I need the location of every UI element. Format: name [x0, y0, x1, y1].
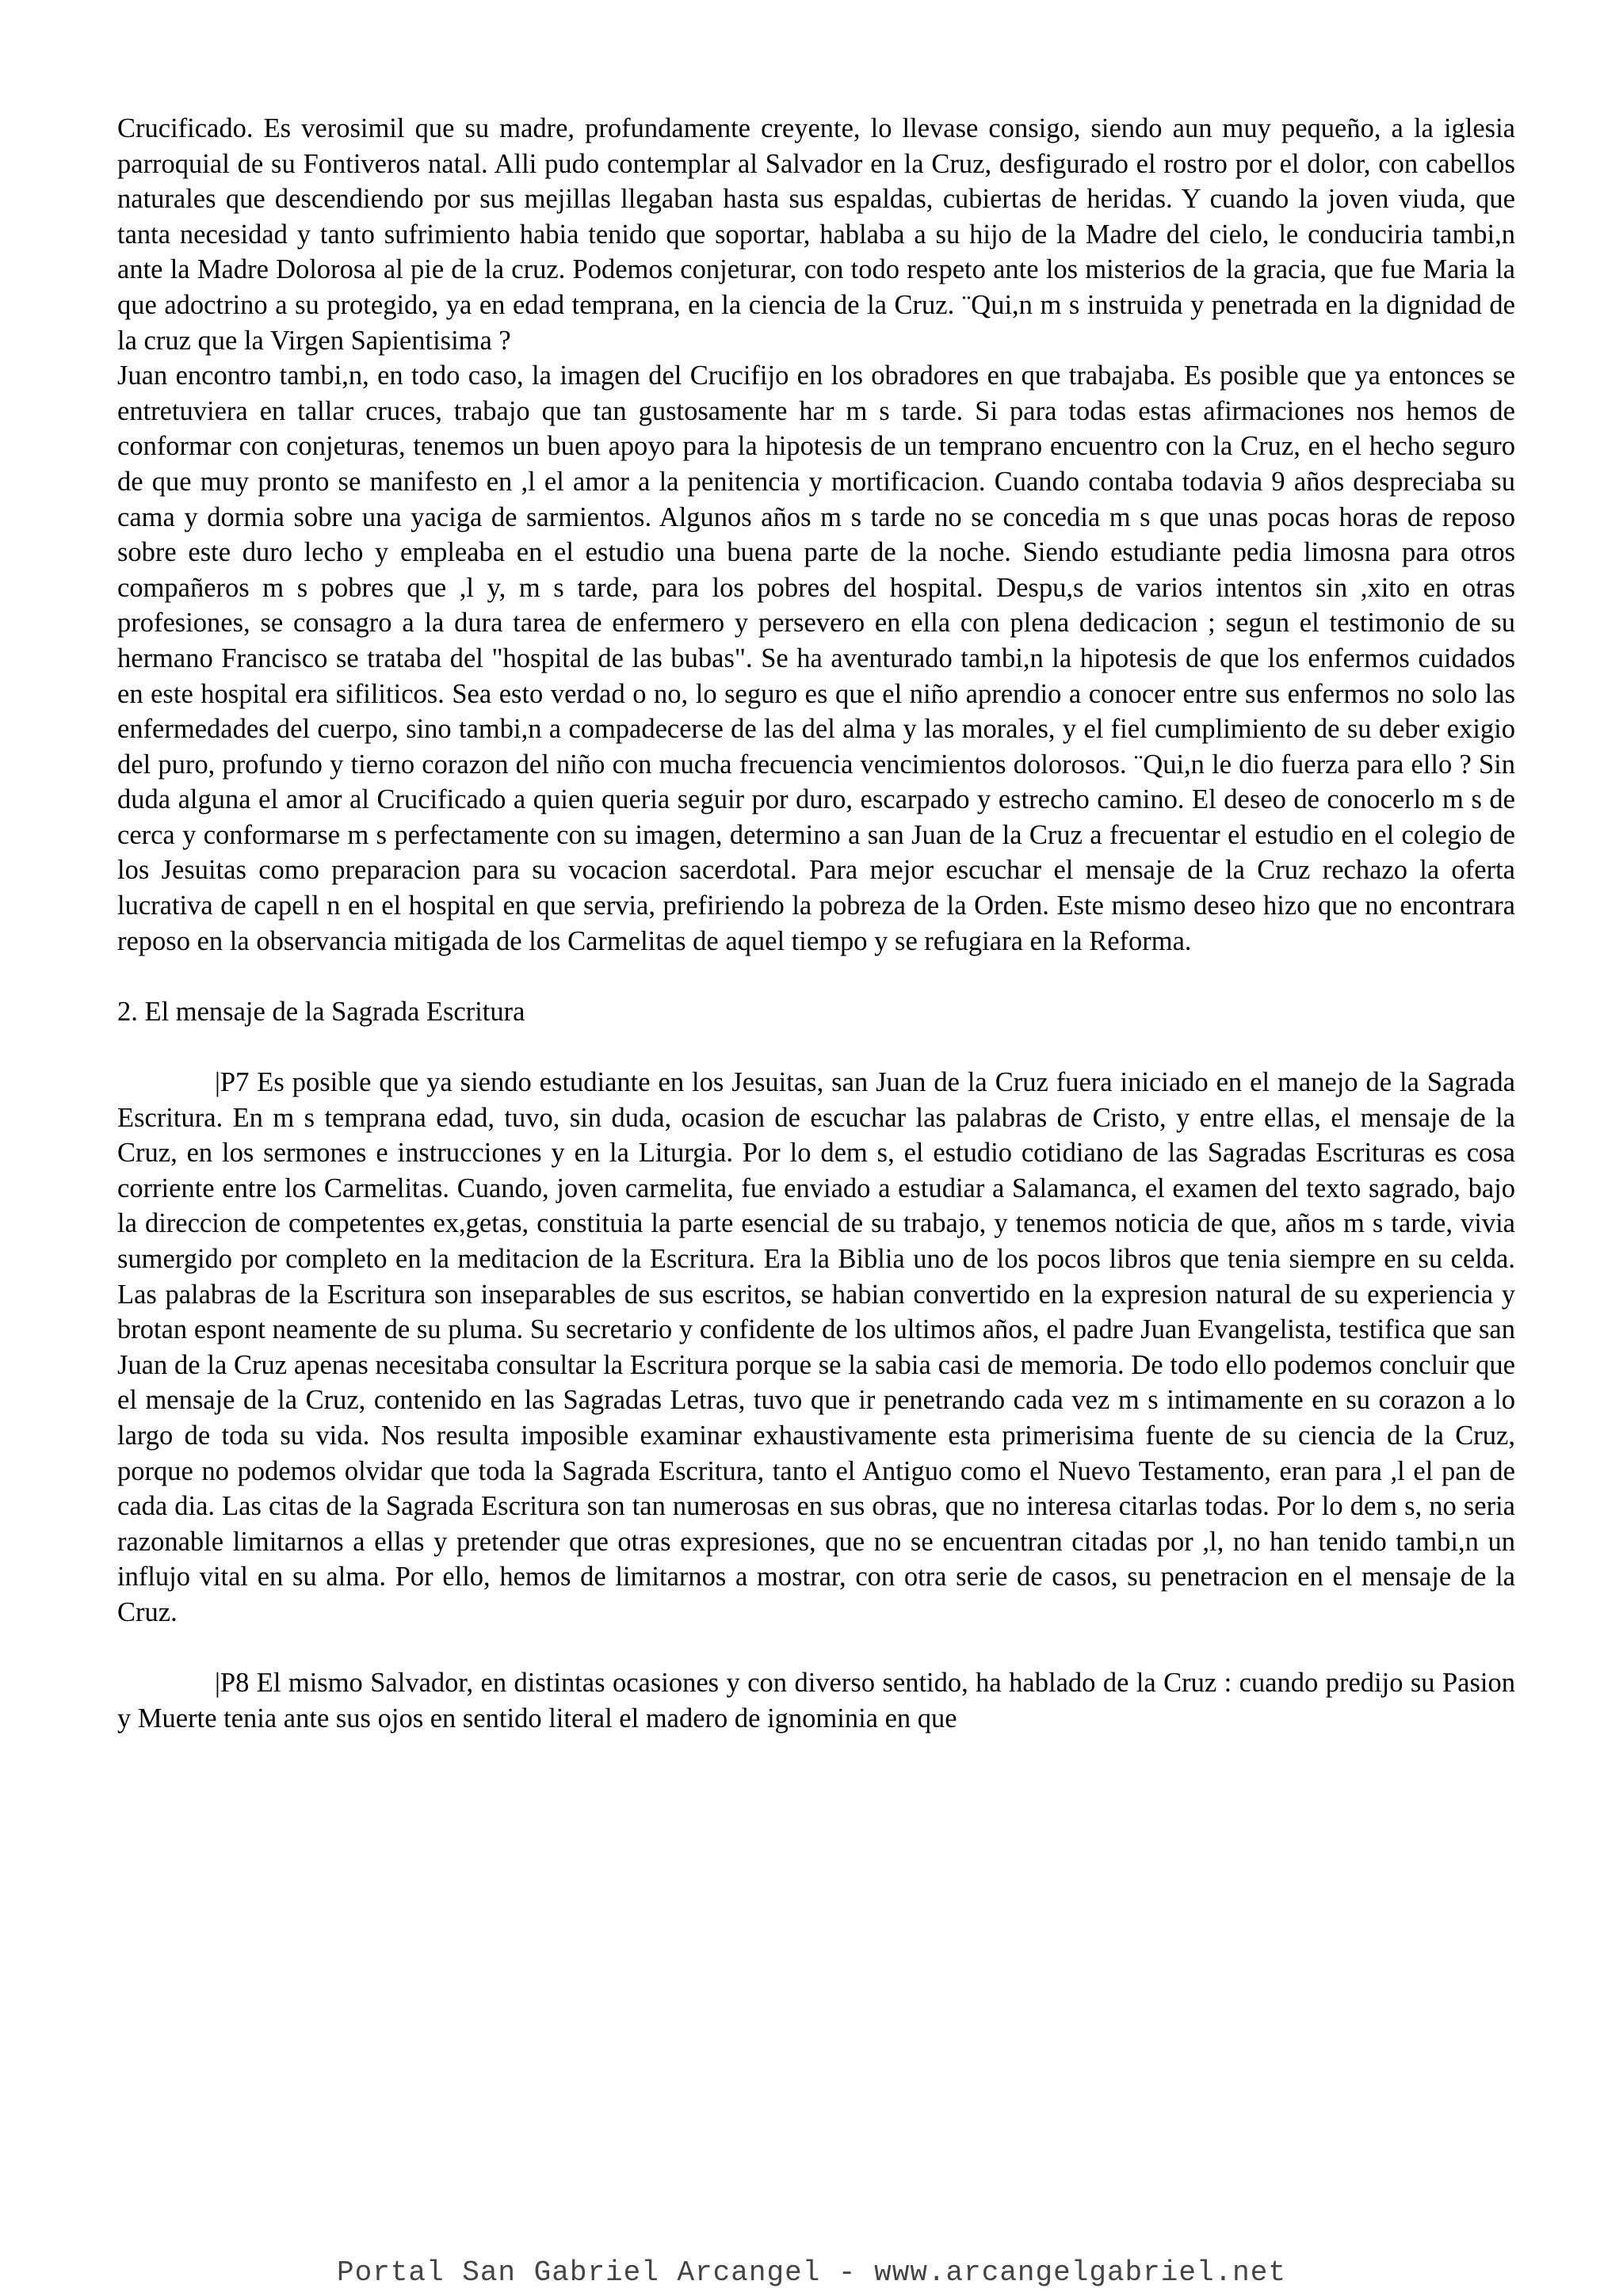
body-paragraph-2: Juan encontro tambi,n, en todo caso, la imagen del Crucifijo en los obradores en que trabajaba. Es posible que ya entonces se entretuviera en tallar cruces, trabajo que tan gustosamente har m s tarde. Si para todas estas afirmaciones nos hemos de conformar con conjeturas, tenemos un buen apoyo para la hipotesis de un temprano encuentro con la Cruz, en el hecho seguro de que muy pronto se manifesto en ,l el amor a la penitencia y mortificacion. Cuando contaba todavia 9 años despreciaba su cama y dormia sobre una yaciga de sarmientos. Algunos años m s tarde no se concedia m s que unas pocas horas de reposo sobre este duro lecho y empleaba en el estudio una buena parte de la noche. Siendo estudiante pedia limosna para otros compañeros m s pobres que ,l y, m s tarde, para los pobres del hospital. Despu,s de varios intentos sin ,xito en otras profesiones, se consagro a la dura tarea de enfermero y persevero en ella con plena dedicacion ; segun el testimonio de su hermano Francisco se trataba del "hospital de las bubas". Se ha aventurado tambi,n la hipotesis de que los enfermos cuidados en este hospital era sifiliticos. Sea esto verdad o no, lo seguro es que el niño aprendio a conocer entre sus enfermos no solo las enfermedades del cuerpo, sino tambi,n a compadecerse de las del alma y las morales, y el fiel cumplimiento de su deber exigio del puro, profundo y tierno corazon del niño con mucha frecuencia vencimientos dolorosos. ¨Qui,n le dio fuerza para ello ? Sin duda alguna el amor al Crucificado a quien queria seguir por duro, escarpado y estrecho camino. El deseo de conocerlo m s de cerca y conformarse m s perfectamente con su imagen, determino a san Juan de la Cruz a frecuentar el estudio en el colegio de los Jesuitas como preparacion para su vocacion sacerdotal. Para mejor escuchar el mensaje de la Cruz rechazo la oferta lucrativa de capell n en el hospital en que servia, prefiriendo la pobreza de la Orden. Este mismo deseo hizo que no encontrara reposo en la observancia mitigada de los Carmelitas de aquel tiempo y se refugiara en la Reforma. [117, 360, 1515, 956]
section-paragraph-p7: |P7 Es posible que ya siendo estudiante en los Jesuitas, san Juan de la Cruz fuera iniciado en el manejo de la Sagrada Escritura. En m s temprana edad, tuvo, sin duda, ocasion de escuchar las palabras de Cristo, y entre ellas, el mensaje de la Cruz, en los sermones e instrucciones y en la Liturgia. Por lo dem s, el estudio cotidiano de las Sagradas Escrituras es cosa corriente entre los Carmelitas. Cuando, joven carmelita, fue enviado a estudiar a Salamanca, el examen del texto sagrado, bajo la direccion de competentes ex,getas, constituia la parte esencial de su trabajo, y tenemos noticia de que, años m s tarde, vivia sumergido por completo en la meditacion de la Escritura. Era la Biblia uno de los pocos libros que tenia siempre en su celda. Las palabras de la Escritura son inseparables de sus escritos, se habian convertido en la expresion natural de su experiencia y brotan espont neamente de su pluma. Su secretario y confidente de los ultimos años, el padre Juan Evangelista, testifica que san Juan de la Cruz apenas necesitaba consultar la Escritura porque se la sabia casi de memoria. De todo ello podemos concluir que el mensaje de la Cruz, contenido en las Sagradas Letras, tuvo que ir penetrando cada vez m s intimamente en su corazon a lo largo de toda su vida. Nos resulta imposible examinar exhaustivamente esta primerisima fuente de su ciencia de la Cruz, porque no podemos olvidar que toda la Sagrada Escritura, tanto el Antiguo como el Nuevo Testamento, eran para ,l el pan de cada dia. Las citas de la Sagrada Escritura son tan numerosas en sus obras, que no interesa citarlas todas. Por lo dem s, no seria razonable limitarnos a ellas y pretender que otras expresiones, que no se encuentran citadas por ,l, no han tenido tambi,n un influjo vital en su alma. Por ello, hemos de limitarnos a mostrar, con otra serie de casos, su penetracion en el mensaje de la Cruz. [117, 1067, 1515, 1627]
page-footer: Portal San Gabriel Arcangel - www.arcangelgabriel.net [337, 2256, 1286, 2289]
document-page [117, 111, 1515, 1736]
paragraph-gap [117, 1630, 1515, 1666]
paragraph-gap [117, 959, 1515, 994]
paragraph-gap [117, 1029, 1515, 1065]
section-heading: 2. El mensaje de la Sagrada Escritura [117, 996, 525, 1027]
body-paragraph-1: Crucificado. Es verosimil que su madre, profundamente creyente, lo llevase consigo, siendo aun muy pequeño, a la iglesia parroquial de su Fontiveros natal. Alli pudo contemplar al Salvador en la Cruz, desfigurado el rostro por el dolor, con cabellos naturales que descendiendo por sus mejillas llegaban hasta sus espaldas, cubiertas de heridas. Y cuando la joven viuda, que tanta necesidad y tanto sufrimiento habia tenido que soportar, hablaba a su hijo de la Madre del cielo, le conduciria tambi,n ante la Madre Dolorosa al pie de la cruz. Podemos conjeturar, con todo respeto ante los misterios de la gracia, que fue Maria la que adoctrino a su protegido, ya en edad temprana, en la ciencia de la Cruz. ¨Qui,n m s instruida y penetrada en la dignidad de la cruz que la Virgen Sapientisima ? [117, 113, 1515, 356]
section-paragraph-p8: |P8 El mismo Salvador, en distintas ocasiones y con diverso sentido, ha hablado de la Cruz : cuando predijo su Pasion y Muerte tenia ante sus ojos en sentido literal el madero de ignominia en que [117, 1668, 1515, 1733]
